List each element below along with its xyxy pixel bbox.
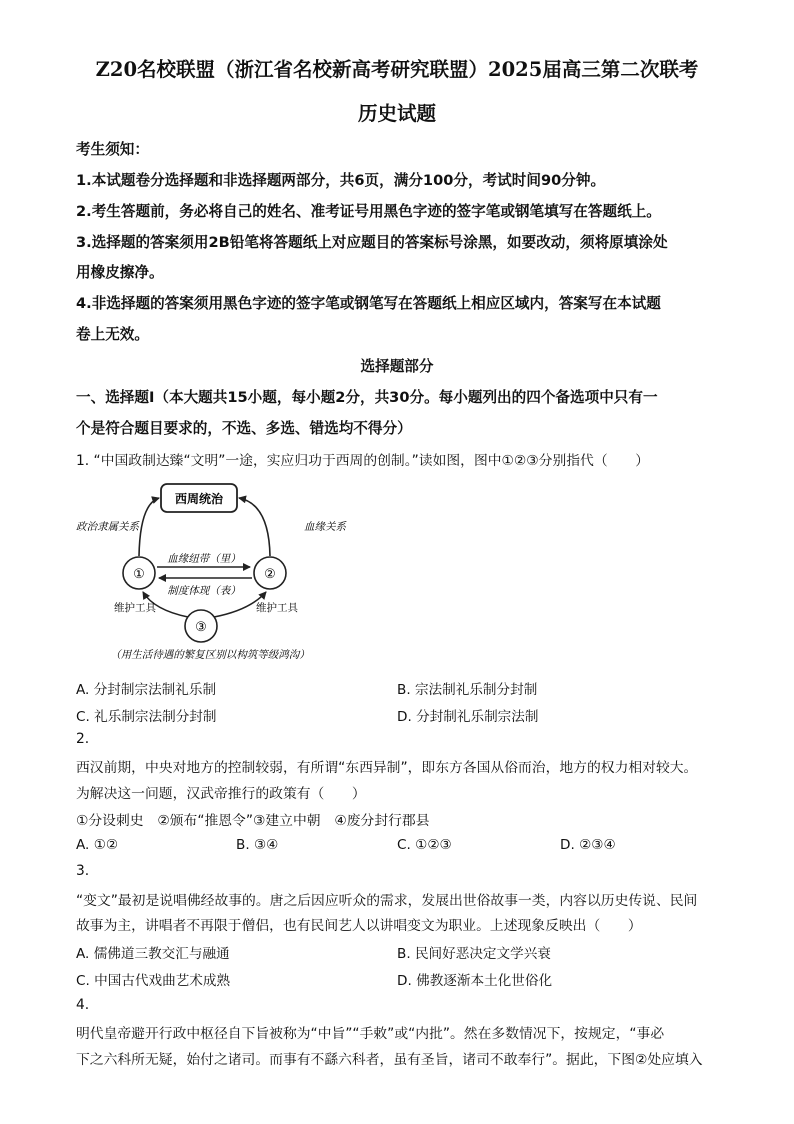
notice-item-4: 4.非选择题的答案须用黑色字迹的签字笔或钢笔写在答题纸上相应区域内，答案写在本试题: [76, 295, 661, 312]
arrow-right-label: 血缘纽带（里）: [167, 553, 241, 565]
q2-option-c[interactable]: C. ①②③: [397, 837, 452, 853]
q3-line-1: “变文”最初是说唱佛经故事的。唐之后因应听众的需求，发展出世俗故事一类，内容以历史传说、民间: [76, 893, 698, 909]
q2-option-d[interactable]: D. ②③④: [560, 837, 616, 853]
q1-stem: 1. “中国政制达臻“文明”一途，实应归功于西周的创制。”读如图，图中①②③分别指代（ ）: [76, 453, 650, 469]
part-instructions-cont: 个是符合题目要求的，不选、多选、错选均不得分）: [76, 420, 412, 437]
diagram-node-3-label: ③: [195, 620, 207, 635]
notice-item-2: 2.考生答题前，务必将自己的姓名、准考证号用黑色字迹的签字笔或钢笔填写在答题纸上。: [76, 203, 661, 220]
left-relation-label: 政治隶属关系: [76, 521, 139, 533]
right-relation-label: 血缘关系: [304, 521, 346, 533]
diagram-top-label: 西周统治: [174, 492, 224, 506]
q2-items: ①分设刺史 ②颁布“推恩令”③建立中朝 ④废分封行郡县: [76, 813, 430, 829]
q2-line-1: 西汉前期，中央对地方的控制较弱，有所谓“东西异制”，即东方各国从俗而治，地方的权力相对较大。: [76, 760, 698, 776]
notice-item-1: 1.本试题卷分选择题和非选择题两部分，共6页，满分100分，考试时间90分钟。: [76, 172, 606, 189]
part-instructions: 一、选择题Ⅰ（本大题共15小题，每小题2分，共30分。每小题列出的四个备选项中只有一: [76, 389, 658, 406]
q1-option-b[interactable]: B. 宗法制礼乐制分封制: [397, 682, 538, 698]
q4-line-1: 明代皇帝避开行政中枢径自下旨被称为“中旨”“手敕”或“内批”。然在多数情况下，按规定，“事必: [76, 1026, 665, 1042]
q3-option-c[interactable]: C. 中国古代戏曲艺术成熟: [76, 973, 231, 989]
q1-option-d[interactable]: D. 分封制礼乐制宗法制: [397, 709, 539, 725]
exam-title: Z20名校联盟（浙江省名校新高考研究联盟）2025届高三第二次联考: [95, 58, 699, 81]
q2-option-b[interactable]: B. ③④: [236, 837, 279, 853]
q3-number: 3.: [76, 863, 90, 879]
q4-number: 4.: [76, 997, 90, 1013]
diagram-node-1-label: ①: [133, 567, 145, 582]
q1-option-c[interactable]: C. 礼乐制宗法制分封制: [76, 709, 217, 725]
q1-option-a[interactable]: A. 分封制宗法制礼乐制: [76, 682, 217, 698]
section-title: 选择题部分: [360, 358, 434, 375]
q3-option-d[interactable]: D. 佛教逐渐本土化世俗化: [397, 973, 553, 989]
arrow-node2-to-box: [239, 498, 270, 556]
notice-item-3-cont: 用橡皮擦净。: [76, 264, 164, 281]
left-tool-label: 维护工具: [114, 602, 156, 614]
q4-line-2: 下之六科所无疑，始付之诸司。而事有不繇六科者，虽有圣旨，诸司不敢奉行”。据此，下图②处应填入: [76, 1052, 703, 1068]
q2-line-2: 为解决这一问题，汉武帝推行的政策有（ ）: [76, 786, 366, 802]
notice-heading: 考生须知：: [76, 141, 149, 158]
notice-item-4-cont: 卷上无效。: [76, 326, 149, 343]
q2-option-a[interactable]: A. ①②: [76, 837, 119, 853]
q1-diagram: [70, 474, 350, 666]
q2-number: 2.: [76, 731, 90, 747]
diagram-node-2-label: ②: [264, 567, 276, 582]
right-tool-label: 维护工具: [256, 602, 298, 614]
q3-line-2: 故事为主，讲唱者不再限于僧侣，也有民间艺人以讲唱变文为职业。上述现象反映出（ ）: [76, 918, 642, 934]
arrow-left-label: 制度体现（表）: [167, 585, 241, 597]
q3-option-a[interactable]: A. 儒佛道三教交汇与融通: [76, 946, 230, 962]
exam-subtitle: 历史试题: [357, 102, 436, 125]
notice-item-3: 3.选择题的答案须用2B铅笔将答题纸上对应题目的答案标号涂黑，如要改动，须将原填涂处: [76, 234, 668, 251]
diagram-caption: （用生活待遇的繁复区别以构筑等级鸿沟）: [110, 649, 310, 661]
q3-option-b[interactable]: B. 民间好恶决定文学兴衰: [397, 946, 551, 962]
arrow-node1-to-box: [139, 498, 159, 556]
